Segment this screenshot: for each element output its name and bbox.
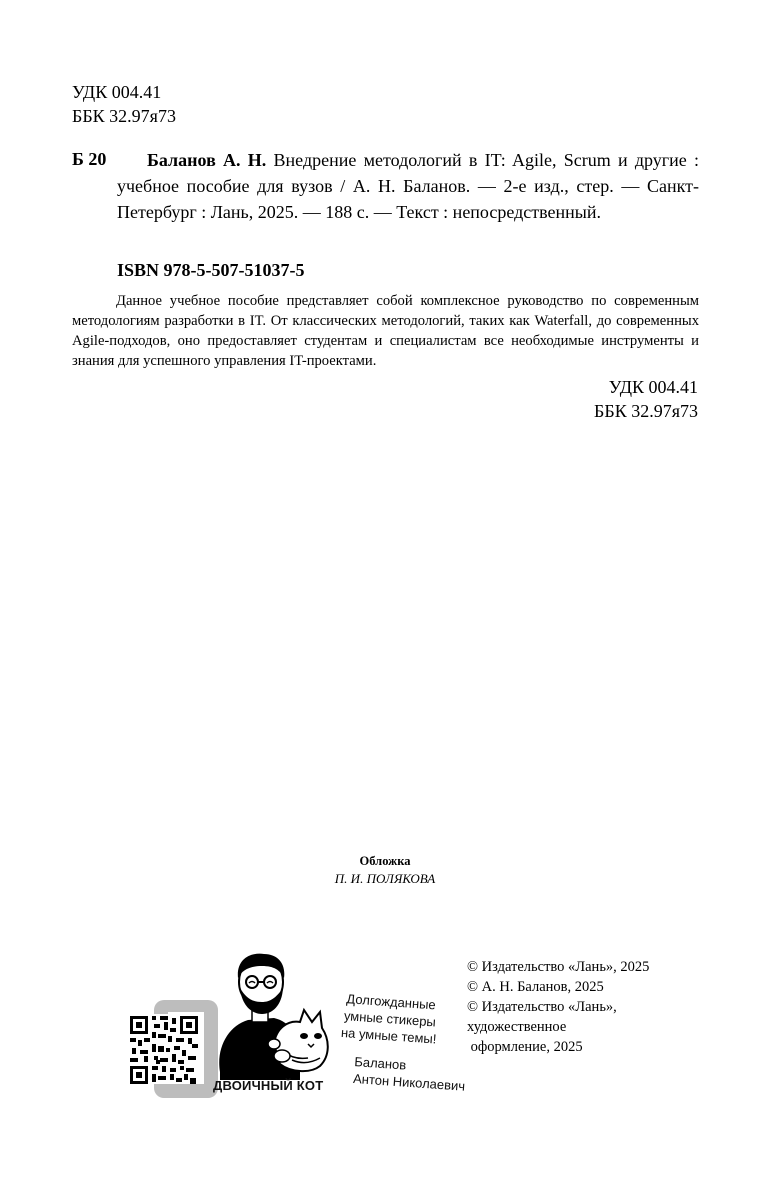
bbk-code: ББК 32.97я73 — [72, 106, 176, 126]
copyright-line: © Издательство «Лань», — [467, 999, 617, 1015]
annotation: Данное учебное пособие представляет собой комплексное руководство по современным методологиям разработки в IT. От классических методологий, таких как Waterfall, до современных Agile-подходов, оно предоставляет студентам и специалистам все необходимые инструменты и знания для успешного управления IT-проектами. — [72, 293, 699, 369]
cover-credit-label: Обложка — [359, 854, 411, 868]
copyright-line: © Издательство «Лань», 2025 — [467, 959, 650, 975]
bibliographic-entry — [117, 147, 699, 225]
author-name: Баланов А. Н. — [147, 150, 267, 170]
slogan-line: на умные темы! — [340, 1024, 437, 1047]
bibliographic-description: Внедрение методологий в IT: Agile, Scrum и другие : учебное пособие для вузов / А. Н. Баланов. — 2-е изд., стер. — Санкт-Петербург : Лань, 2025. — 188 с. — Текст : непосредственный. — [117, 150, 699, 222]
promo-author-line: Баланов — [353, 1053, 407, 1073]
slogan-line: Долгожданные — [345, 991, 437, 1013]
author-cat-illustration — [219, 954, 328, 1080]
udk-code: УДК 004.41 — [608, 377, 698, 397]
copyright-line: © А. Н. Баланов, 2025 — [467, 979, 604, 995]
slogan-line: умные стикеры — [343, 1008, 437, 1030]
copyright-line: оформление, 2025 — [467, 1039, 583, 1055]
copyright-block — [467, 957, 707, 1057]
isbn: ISBN 978-5-507-51037-5 — [117, 260, 305, 280]
qr-code-icon — [130, 1016, 198, 1084]
udk-code: УДК 004.41 — [72, 82, 162, 102]
promo-brand: ДВОИЧНЫЙ КОТ — [213, 1078, 324, 1093]
classification-codes-bottom — [594, 375, 698, 423]
author-mark: Б 20 — [72, 149, 107, 169]
promo-slogan — [340, 990, 439, 1048]
bbk-code: ББК 32.97я73 — [594, 401, 698, 421]
cover-designer: П. И. ПОЛЯКОВА — [334, 871, 436, 886]
promo-author-line: Антон Николаевич — [352, 1070, 466, 1094]
copyright-line: художественное — [467, 1019, 567, 1035]
classification-codes-top — [72, 80, 176, 128]
